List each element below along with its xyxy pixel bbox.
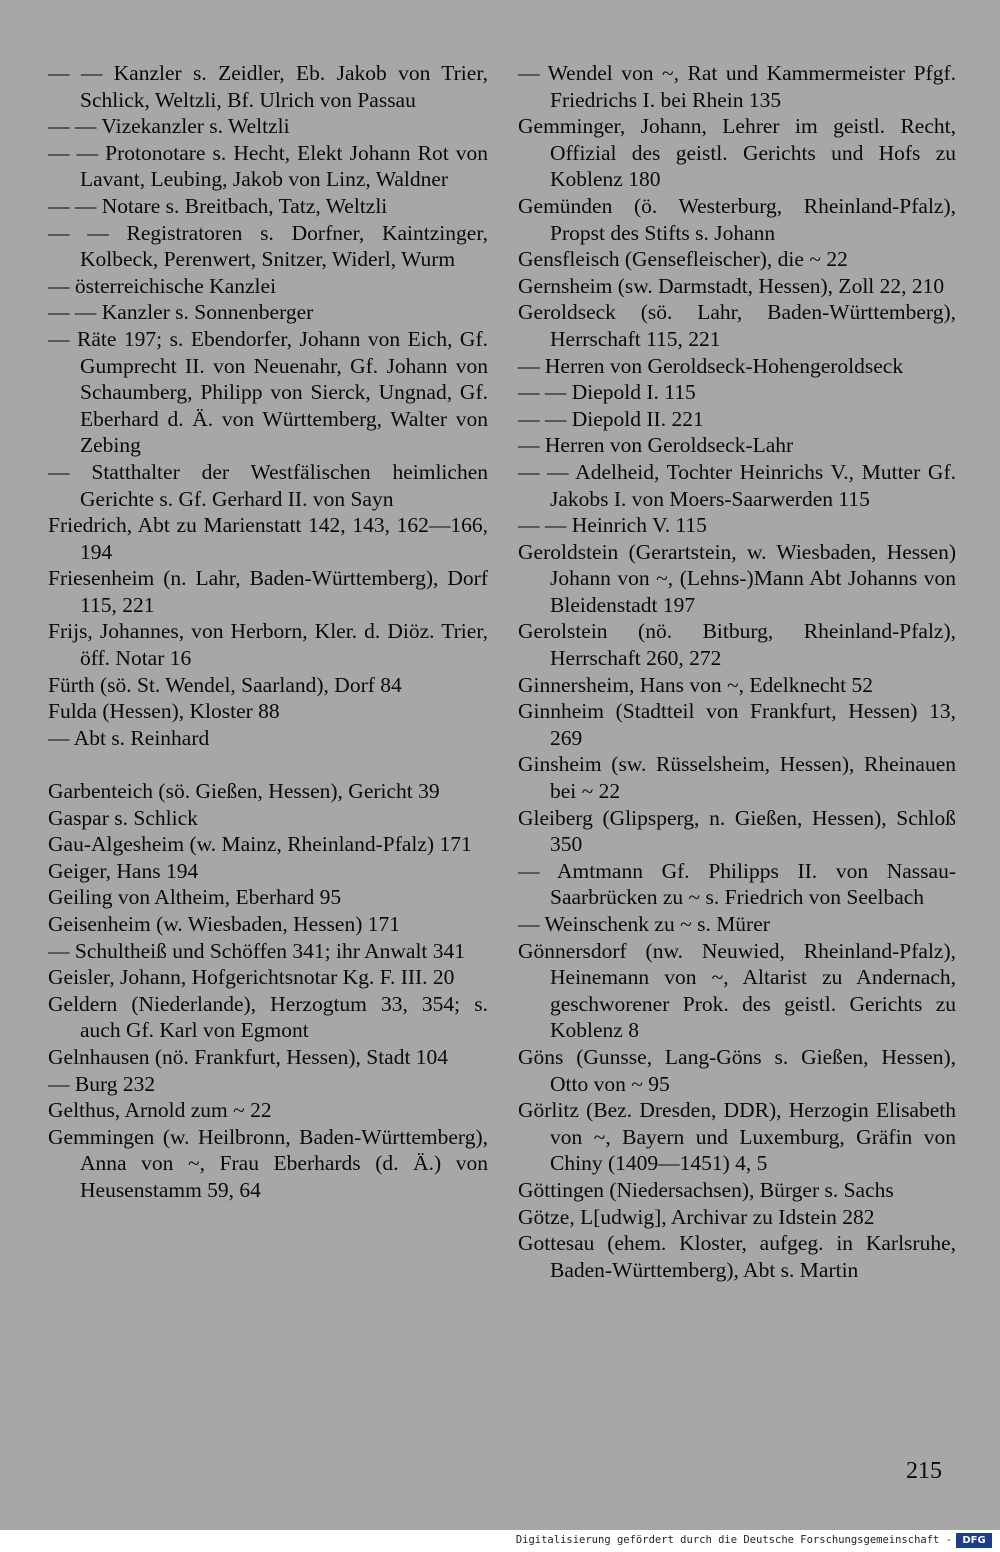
index-entry: — — Protonotare s. Hecht, Elekt Johann Rot von Lavant, Leubing, Jakob von Linz, Waldner	[48, 140, 488, 192]
index-entry: Geiling von Altheim, Eberhard 95	[48, 885, 342, 910]
index-entry: — — Diepold II. 221	[518, 406, 704, 431]
index-entry: — Wendel von ~, Rat und Kammermeister Pfgf. Friedrichs I. bei Rhein 135	[518, 61, 956, 112]
index-entry: Fulda (Hessen), Kloster 88	[48, 699, 280, 724]
index-entry: Fürth (sö. St. Wendel, Saarland), Dorf 84	[48, 672, 402, 697]
index-entry: Gönnersdorf (nw. Neuwied, Rheinland-Pfalz), Heinemann von ~, Altarist zu Andernach, geschworener Prok. des geistl. Gerichts zu Koblenz 8	[518, 938, 956, 1043]
footer-bar	[0, 1530, 1000, 1552]
index-entry: — — Kanzler s. Zeidler, Eb. Jakob von Trier, Schlick, Weltzli, Bf. Ulrich von Passau	[48, 61, 488, 112]
index-entry: Görlitz (Bez. Dresden, DDR), Herzogin Elisabeth von ~, Bayern und Luxemburg, Gräfin von Chiny (1409—1451) 4, 5	[518, 1098, 956, 1176]
index-entry: — Burg 232	[48, 1071, 156, 1096]
left-column	[48, 60, 488, 1204]
index-entry: — — Diepold I. 115	[518, 380, 696, 405]
index-entry: Geldern (Niederlande), Herzogtum 33, 354; s. auch Gf. Karl von Egmont	[48, 991, 488, 1043]
index-entry: — Statthalter der Westfälischen heimlichen Gerichte s. Gf. Gerhard II. von Sayn	[48, 459, 488, 511]
footer-credit: Digitalisierung gefördert durch die Deutsche Forschungsgemeinschaft -	[515, 1534, 952, 1546]
index-entry: — — Heinrich V. 115	[518, 513, 707, 538]
index-entry: — Räte 197; s. Ebendorfer, Johann von Eich, Gf. Gumprecht II. von Neuenahr, Gf. Johann von Schaumberg, Philipp von Sierck, Ungnad, Gf. Eberhard d. Ä. von Württemberg, Walter von Zebing	[48, 326, 488, 458]
index-entry: Friedrich, Abt zu Marienstatt 142, 143, 162—166, 194	[48, 513, 488, 564]
index-entry: Ginnersheim, Hans von ~, Edelknecht 52	[518, 672, 873, 697]
index-entry: — Amtmann Gf. Philipps II. von Nassau-Saarbrücken zu ~ s. Friedrich von Seelbach	[518, 858, 956, 910]
index-entry: Gelnhausen (nö. Frankfurt, Hessen), Stadt 104	[48, 1044, 449, 1069]
index-entry: Gleiberg (Glipsperg, n. Gießen, Hessen), Schloß 350	[518, 805, 956, 857]
index-entry: Gaspar s. Schlick	[48, 805, 198, 830]
index-entry: — Schultheiß und Schöffen 341; ihr Anwalt 341	[48, 938, 466, 963]
index-entry: Gemminger, Johann, Lehrer im geistl. Recht, Offizial des geistl. Gerichts und Hofs zu Koblenz 180	[518, 114, 956, 192]
page-number: 215	[906, 1458, 942, 1484]
index-entry: Gemünden (ö. Westerburg, Rheinland-Pfalz), Propst des Stifts s. Johann	[518, 193, 956, 245]
index-entry: Gernsheim (sw. Darmstadt, Hessen), Zoll 22, 210	[518, 273, 945, 298]
index-entry: Ginsheim (sw. Rüsselsheim, Hessen), Rheinauen bei ~ 22	[518, 752, 956, 804]
index-entry: Götze, L[udwig], Archivar zu Idstein 282	[518, 1204, 875, 1229]
index-entry: Geisler, Johann, Hofgerichtsnotar Kg. F. III. 20	[48, 965, 455, 990]
index-entry: Gensfleisch (Gensefleischer), die ~ 22	[518, 247, 848, 272]
index-entry: — — Registratoren s. Dorfner, Kaintzinger, Kolbeck, Perenwert, Snitzer, Widerl, Wurm	[48, 220, 488, 272]
index-entry: Ginnheim (Stadtteil von Frankfurt, Hessen) 13, 269	[518, 699, 956, 750]
index-entry: Geisenheim (w. Wiesbaden, Hessen) 171	[48, 912, 400, 936]
index-entry: Friesenheim (n. Lahr, Baden-Württemberg), Dorf 115, 221	[48, 566, 488, 617]
index-entry: Göns (Gunsse, Lang-Göns s. Gießen, Hessen), Otto von ~ 95	[518, 1044, 956, 1096]
index-entry: Geroldstein (Gerartstein, w. Wiesbaden, Hessen) Johann von ~, (Lehns-)Mann Abt Johanns von Bleidenstadt 197	[518, 539, 956, 617]
index-entry: — — Vizekanzler s. Weltzli	[48, 114, 290, 139]
right-column	[518, 60, 956, 1283]
index-entry: — Herren von Geroldseck-Lahr	[518, 433, 794, 458]
index-entry: Gemmingen (w. Heilbronn, Baden-Württemberg), Anna von ~, Frau Eberhards (d. Ä.) von Heusenstamm 59, 64	[48, 1124, 488, 1202]
index-entry: — Weinschenk zu ~ s. Mürer	[518, 912, 770, 936]
index-entry: Frijs, Johannes, von Herborn, Kler. d. Diöz. Trier, öff. Notar 16	[48, 619, 488, 671]
dfg-logo-icon: DFG	[956, 1533, 992, 1548]
index-entry: — — Notare s. Breitbach, Tatz, Weltzli	[48, 193, 388, 218]
index-entry: — österreichische Kanzlei	[48, 273, 277, 298]
index-entry: Garbenteich (sö. Gießen, Hessen), Gericht 39	[48, 779, 440, 804]
index-entry: Gerolstein (nö. Bitburg, Rheinland-Pfalz), Herrschaft 260, 272	[518, 619, 956, 671]
index-entry: Göttingen (Niedersachsen), Bürger s. Sachs	[518, 1177, 894, 1202]
index-entry: Geroldseck (sö. Lahr, Baden-Württemberg), Herrschaft 115, 221	[518, 300, 956, 351]
index-entry: Gottesau (ehem. Kloster, aufgeg. in Karlsruhe, Baden-Württemberg), Abt s. Martin	[518, 1231, 956, 1282]
index-entry: Gau-Algesheim (w. Mainz, Rheinland-Pfalz) 171	[48, 832, 472, 857]
index-entry: — — Adelheid, Tochter Heinrichs V., Mutter Gf. Jakobs I. von Moers-Saarwerden 115	[518, 459, 956, 511]
index-entry: — — Kanzler s. Sonnenberger	[48, 300, 314, 325]
index-entry: — Herren von Geroldseck-Hohengeroldseck	[518, 353, 904, 378]
index-entry: Gelthus, Arnold zum ~ 22	[48, 1098, 272, 1123]
index-entry: Geiger, Hans 194	[48, 858, 199, 883]
index-entry: — Abt s. Reinhard	[48, 725, 210, 750]
